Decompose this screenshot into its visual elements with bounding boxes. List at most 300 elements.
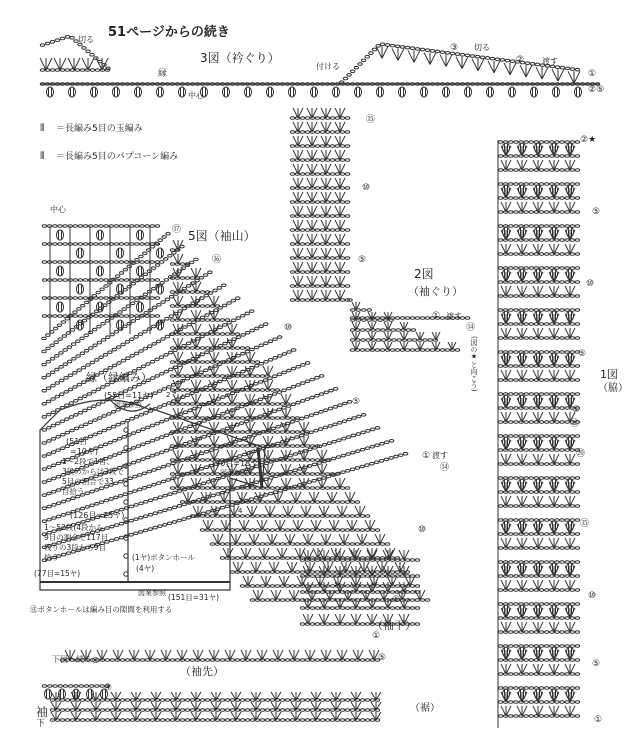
- bobble-stitch: [77, 284, 84, 294]
- chain-stitch: [544, 183, 548, 186]
- chain-stitch: [544, 449, 548, 452]
- chain-stitch: [374, 461, 378, 464]
- chain-stitch: [560, 267, 564, 270]
- chain-stitch: [295, 436, 299, 439]
- chain-stitch: [529, 169, 533, 172]
- chain-stitch: [265, 501, 269, 504]
- chain-stitch: [350, 543, 354, 546]
- chain-stitch: [440, 349, 444, 352]
- chain-stitch: [99, 243, 103, 246]
- chain-stitch: [141, 443, 145, 446]
- chain-stitch: [114, 243, 118, 246]
- chain-stitch: [42, 468, 46, 471]
- chain-stitch: [56, 449, 60, 452]
- bobble-stitch: [311, 87, 318, 97]
- chain-stitch: [514, 351, 518, 354]
- chain-stitch: [324, 409, 328, 412]
- chain-stitch: [555, 575, 559, 578]
- chain-stitch: [103, 353, 107, 356]
- chain-stitch: [315, 271, 319, 274]
- chain-stitch: [544, 407, 548, 410]
- chain-stitch: [415, 48, 419, 51]
- chain-stitch: [110, 539, 114, 542]
- chain-stitch: [407, 339, 411, 342]
- chain-stitch: [340, 81, 344, 84]
- chain-stitch: [250, 599, 254, 602]
- chain-stitch: [255, 375, 259, 378]
- chain-stitch: [79, 685, 83, 688]
- chain-stitch: [200, 319, 204, 322]
- chain-stitch: [395, 559, 399, 562]
- chain-stitch: [539, 351, 543, 354]
- chain-stitch: [140, 659, 144, 662]
- chain-stitch: [210, 699, 214, 702]
- chain-stitch: [185, 375, 189, 378]
- chain-stitch: [498, 379, 502, 382]
- chain-stitch: [575, 519, 579, 522]
- chain-stitch: [61, 447, 65, 450]
- chain-stitch: [270, 417, 274, 420]
- chain-stitch: [109, 498, 113, 501]
- bobble-stitch: [443, 87, 450, 97]
- chain-stitch: [514, 505, 518, 508]
- chain-stitch: [147, 485, 151, 488]
- chain-stitch: [544, 421, 548, 424]
- chain-stitch: [200, 487, 204, 490]
- chain-stitch: [273, 338, 277, 341]
- chain-stitch: [529, 239, 533, 242]
- chain-stitch: [555, 155, 559, 158]
- chain-stitch: [560, 617, 564, 620]
- chain-stitch: [485, 57, 489, 60]
- chain-stitch: [360, 529, 364, 532]
- chain-stitch: [104, 225, 108, 228]
- chain-stitch: [509, 477, 513, 480]
- chain-stitch: [524, 351, 528, 354]
- chain-stitch: [188, 441, 192, 444]
- chain-stitch: [50, 357, 54, 360]
- chain-stitch: [280, 431, 284, 434]
- chain-stitch: [95, 685, 99, 688]
- chain-stitch: [509, 561, 513, 564]
- chain-stitch: [161, 301, 165, 304]
- chain-stitch: [411, 329, 415, 332]
- chain-stitch: [498, 169, 502, 172]
- chain-stitch: [114, 496, 118, 499]
- chain-stitch: [555, 281, 559, 284]
- chain-stitch: [278, 355, 282, 358]
- chain-stitch: [99, 445, 103, 448]
- chain-stitch: [529, 519, 533, 522]
- chain-stitch: [167, 522, 171, 525]
- chain-stitch: [345, 187, 349, 190]
- chain-stitch: [337, 439, 341, 442]
- chain-stitch: [221, 412, 225, 415]
- chain-stitch: [250, 501, 254, 504]
- chain-stitch: [524, 687, 528, 690]
- chain-stitch: [300, 187, 304, 190]
- chain-stitch: [200, 699, 204, 702]
- chain-stitch: [524, 533, 528, 536]
- chain-stitch: [328, 425, 332, 428]
- chain-stitch: [123, 479, 127, 482]
- chain-stitch: [514, 589, 518, 592]
- chain-stitch: [524, 239, 528, 242]
- chain-stitch: [61, 433, 65, 436]
- chain-stitch: [514, 183, 518, 186]
- bobble-stitch: [117, 248, 124, 258]
- chain-stitch: [161, 338, 165, 341]
- chain-stitch: [509, 463, 513, 466]
- chain-stitch: [560, 673, 564, 676]
- chain-stitch: [230, 699, 234, 702]
- chain-stitch: [544, 547, 548, 550]
- chain-stitch: [555, 659, 559, 662]
- chain-stitch: [241, 370, 245, 373]
- chain-stitch: [104, 297, 108, 300]
- chain-stitch: [93, 433, 97, 436]
- chain-stitch: [565, 169, 569, 172]
- chain-stitch: [47, 466, 51, 469]
- chain-stitch: [63, 261, 67, 264]
- chain-stitch: [157, 303, 161, 306]
- chain-stitch: [529, 701, 533, 704]
- chain-stitch: [143, 529, 147, 532]
- chain-stitch: [400, 317, 404, 320]
- chain-stitch: [514, 561, 518, 564]
- bobble-stitch: [575, 87, 582, 97]
- chain-stitch: [199, 467, 203, 470]
- chain-stitch: [160, 420, 164, 423]
- chain-stitch: [155, 225, 159, 228]
- chain-stitch: [112, 364, 116, 367]
- chain-stitch: [166, 479, 170, 482]
- chain-stitch: [119, 243, 123, 246]
- chain-stitch: [202, 436, 206, 439]
- chain-stitch: [509, 407, 513, 410]
- chain-stitch: [158, 496, 162, 499]
- chain-stitch: [165, 335, 169, 338]
- chain-stitch: [498, 407, 502, 410]
- chain-stitch: [297, 484, 301, 487]
- chain-stitch: [146, 363, 150, 366]
- chain-stitch: [560, 197, 564, 200]
- chain-stitch: [524, 197, 528, 200]
- stitch-line: [440, 55, 446, 67]
- chain-stitch: [42, 481, 46, 484]
- chain-stitch: [182, 518, 186, 521]
- chain-stitch: [85, 699, 89, 702]
- chain-stitch: [111, 425, 115, 428]
- chain-stitch: [190, 291, 194, 294]
- chain-stitch: [53, 685, 57, 688]
- chain-stitch: [514, 631, 518, 634]
- chain-stitch: [560, 365, 564, 368]
- chain-stitch: [60, 420, 64, 423]
- chain-stitch: [130, 709, 134, 712]
- chain-stitch: [290, 131, 294, 134]
- chain-stitch: [203, 274, 207, 277]
- chain-stitch: [135, 243, 139, 246]
- chain-stitch: [330, 159, 334, 162]
- bobble-stitch: [77, 248, 84, 258]
- chain-stitch: [265, 557, 269, 560]
- chain-stitch: [544, 603, 548, 606]
- chain-stitch: [514, 211, 518, 214]
- chain-stitch: [58, 243, 62, 246]
- chain-stitch: [290, 173, 294, 176]
- chain-stitch: [163, 523, 167, 526]
- chain-stitch: [63, 279, 67, 282]
- chain-stitch: [514, 267, 518, 270]
- chain-stitch: [345, 699, 349, 702]
- chain-stitch: [210, 543, 214, 546]
- chain-stitch: [376, 329, 380, 332]
- chain-stitch: [155, 422, 159, 425]
- chain-stitch: [415, 575, 419, 578]
- chain-stitch: [123, 493, 127, 496]
- chain-stitch: [58, 338, 62, 341]
- chain-stitch: [498, 281, 502, 284]
- chain-stitch: [80, 709, 84, 712]
- chain-stitch: [250, 659, 254, 662]
- chain-stitch: [230, 529, 234, 532]
- chain-stitch: [350, 575, 354, 578]
- chain-stitch: [356, 433, 360, 436]
- chain-stitch: [380, 575, 384, 578]
- chain-stitch: [560, 211, 564, 214]
- chain-stitch: [390, 607, 394, 610]
- chain-stitch: [84, 349, 88, 352]
- chain-stitch: [131, 282, 135, 285]
- chain-stitch: [204, 369, 208, 372]
- stitch-line: [392, 48, 398, 60]
- chain-stitch: [375, 559, 379, 562]
- chain-stitch: [47, 479, 51, 482]
- chain-stitch: [270, 557, 274, 560]
- chain-stitch: [42, 403, 46, 406]
- chain-stitch: [544, 351, 548, 354]
- chain-stitch: [498, 253, 502, 256]
- chain-stitch: [524, 463, 528, 466]
- chain-stitch: [236, 336, 240, 339]
- chain-stitch: [330, 487, 334, 490]
- chain-stitch: [354, 66, 358, 69]
- chain-stitch: [150, 297, 154, 300]
- chain-stitch: [340, 501, 344, 504]
- chain-stitch: [514, 253, 518, 256]
- chain-stitch: [240, 659, 244, 662]
- chain-stitch: [345, 559, 349, 562]
- chain-stitch: [325, 529, 329, 532]
- chain-stitch: [150, 360, 154, 363]
- chain-stitch: [300, 623, 304, 626]
- chain-stitch: [498, 617, 502, 620]
- chain-stitch: [170, 249, 174, 252]
- chain-stitch: [509, 547, 513, 550]
- chain-stitch: [42, 442, 46, 445]
- chain-stitch: [524, 225, 528, 228]
- chain-stitch: [145, 243, 149, 246]
- chain-stitch: [53, 279, 57, 282]
- chain-stitch: [235, 529, 239, 532]
- bobble-stitch: [57, 302, 64, 312]
- chain-stitch: [220, 557, 224, 560]
- chain-stitch: [524, 603, 528, 606]
- chain-stitch: [42, 389, 46, 392]
- chain-stitch: [245, 347, 249, 350]
- chain-stitch: [514, 239, 518, 242]
- chain-stitch: [240, 543, 244, 546]
- chain-stitch: [509, 687, 513, 690]
- chain-stitch: [241, 334, 245, 337]
- chain-stitch: [425, 599, 429, 602]
- chain-stitch: [560, 435, 564, 438]
- chain-stitch: [285, 599, 289, 602]
- chain-stitch: [242, 453, 246, 456]
- chain-stitch: [332, 440, 336, 443]
- chain-stitch: [440, 51, 444, 54]
- chain-stitch: [80, 699, 84, 702]
- chain-stitch: [413, 339, 417, 342]
- chain-stitch: [250, 529, 254, 532]
- chain-stitch: [380, 43, 384, 46]
- chain-stitch: [293, 453, 297, 456]
- chain-stitch: [56, 515, 60, 518]
- chain-stitch: [275, 431, 279, 434]
- chain-stitch: [539, 505, 543, 508]
- chain-stitch: [509, 589, 513, 592]
- chain-stitch: [61, 321, 65, 324]
- chain-stitch: [560, 659, 564, 662]
- chain-stitch: [78, 322, 82, 325]
- chain-stitch: [119, 225, 123, 228]
- chain-stitch: [205, 389, 209, 392]
- chain-stitch: [245, 529, 249, 532]
- chain-stitch: [498, 631, 502, 634]
- chain-stitch: [529, 631, 533, 634]
- chain-stitch: [410, 349, 414, 352]
- chain-stitch: [63, 225, 67, 228]
- chain-stitch: [320, 501, 324, 504]
- chain-stitch: [53, 243, 57, 246]
- chain-stitch: [514, 715, 518, 718]
- chain-stitch: [140, 261, 144, 264]
- chain-stitch: [345, 659, 349, 662]
- chain-stitch: [159, 356, 163, 359]
- chain-stitch: [170, 291, 174, 294]
- chain-stitch: [200, 305, 204, 308]
- chain-stitch: [160, 709, 164, 712]
- chain-stitch: [93, 419, 97, 422]
- chain-stitch: [575, 323, 579, 326]
- chain-stitch: [430, 349, 434, 352]
- chain-stitch: [415, 585, 419, 588]
- chain-stitch: [389, 439, 393, 442]
- chain-stitch: [365, 659, 369, 662]
- chain-stitch: [265, 529, 269, 532]
- chain-stitch: [514, 281, 518, 284]
- chain-stitch: [350, 607, 354, 610]
- chain-stitch: [48, 685, 52, 688]
- chain-stitch: [560, 141, 564, 144]
- chain-stitch: [498, 435, 502, 438]
- chain-stitch: [46, 360, 50, 363]
- chain-stitch: [310, 473, 314, 476]
- chain-stitch: [509, 673, 513, 676]
- chain-stitch: [285, 571, 289, 574]
- chain-stitch: [140, 699, 144, 702]
- chain-stitch: [560, 701, 564, 704]
- chain-stitch: [250, 329, 254, 332]
- chain-stitch: [330, 559, 334, 562]
- chain-stitch: [524, 141, 528, 144]
- chain-stitch: [341, 471, 345, 474]
- chain-stitch: [87, 393, 91, 396]
- chain-stitch: [539, 715, 543, 718]
- chain-stitch: [345, 543, 349, 546]
- chain-stitch: [153, 526, 157, 529]
- chain-stitch: [170, 347, 174, 350]
- chain-stitch: [118, 494, 122, 497]
- chain-stitch: [325, 487, 329, 490]
- chain-stitch: [565, 575, 569, 578]
- chain-stitch: [524, 701, 528, 704]
- chain-stitch: [369, 52, 373, 55]
- chain-stitch: [116, 346, 120, 349]
- chain-stitch: [290, 257, 294, 260]
- chain-stitch: [74, 414, 78, 417]
- chain-stitch: [560, 295, 564, 298]
- chain-stitch: [165, 317, 169, 320]
- chain-stitch: [102, 429, 106, 432]
- chain-stitch: [555, 547, 559, 550]
- chain-stitch: [79, 425, 83, 428]
- chain-stitch: [498, 575, 502, 578]
- chain-stitch: [330, 571, 334, 574]
- chain-stitch: [381, 329, 385, 332]
- chain-stitch: [565, 547, 569, 550]
- chain-stitch: [361, 339, 365, 342]
- chain-stitch: [205, 314, 209, 317]
- chain-stitch: [144, 312, 148, 315]
- chain-stitch: [249, 498, 253, 501]
- chain-stitch: [255, 389, 259, 392]
- chain-stitch: [84, 685, 88, 688]
- chain-stitch: [200, 417, 204, 420]
- chain-stitch: [355, 529, 359, 532]
- chain-stitch: [70, 329, 74, 332]
- chain-stitch: [529, 407, 533, 410]
- chain-stitch: [129, 533, 133, 536]
- chain-stitch: [390, 591, 394, 594]
- chain-stitch: [129, 505, 133, 508]
- chain-stitch: [61, 553, 65, 556]
- chain-stitch: [120, 709, 124, 712]
- chain-stitch: [565, 379, 569, 382]
- chain-stitch: [575, 477, 579, 480]
- chain-stitch: [575, 715, 579, 718]
- chain-stitch: [529, 211, 533, 214]
- chain-stitch: [315, 173, 319, 176]
- chain-stitch: [498, 477, 502, 480]
- chain-stitch: [55, 395, 59, 398]
- chain-stitch: [360, 659, 364, 662]
- chain-stitch: [95, 502, 99, 505]
- chain-stitch: [235, 445, 239, 448]
- chain-stitch: [544, 155, 548, 158]
- bobble-stitch: [45, 689, 52, 699]
